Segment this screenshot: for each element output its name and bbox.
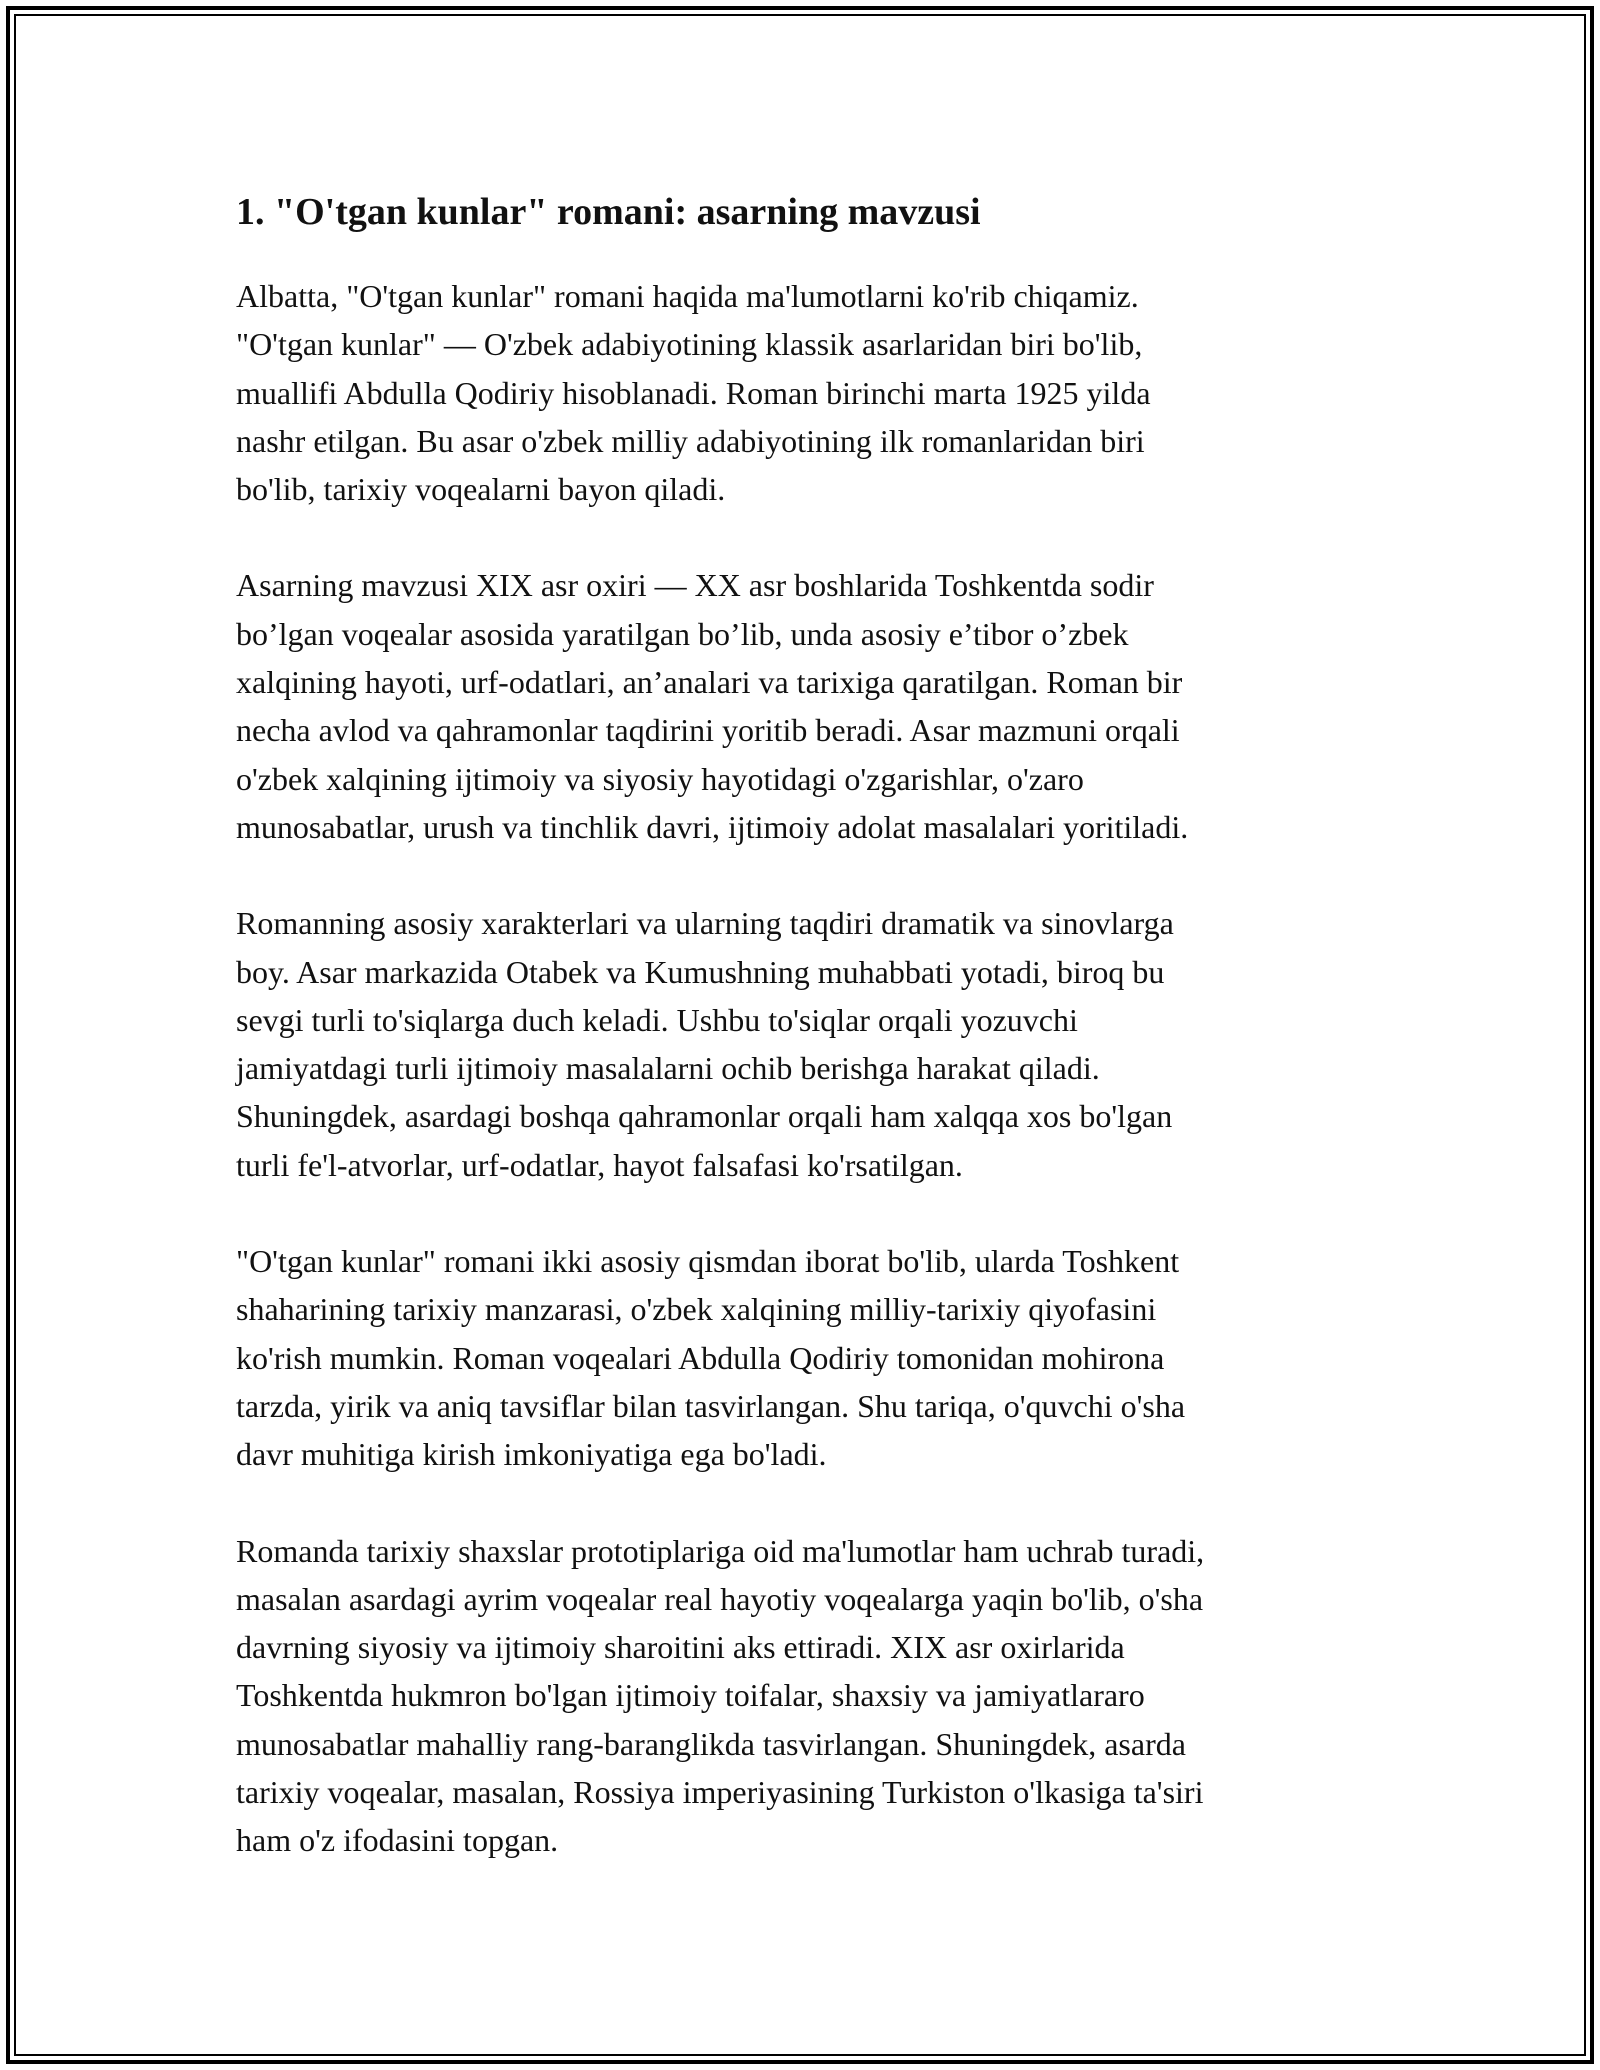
paragraph-characters: Romanning asosiy xarakterlari va ularning taqdiri dramatik va sinovlarga boy. Asar markazida Otabek va Kumushning muhabbati yotadi, biroq bu sevgi turli to'siqlarga duch keladi. Ushbu to'siqlar orqali yozuvchi jamiyatdagi turli ijtimoiy masalalarni ochib berishga harakat qiladi. Shuningdek, asardagi boshqa qahramonlar orqali ham xalqqa xos bo'lgan turli fe'l-atvorlar, urf-odatlar, hayot falsafasi ko'rsatilgan.: [236, 905, 1174, 1183]
document-body: [236, 186, 1376, 1913]
paragraph-historical-figures: Romanda tarixiy shaxslar prototiplariga oid ma'lumotlar ham uchrab turadi, masalan asardagi ayrim voqealar real hayotiy voqealarga yaqin bo'lib, o'sha davrning siyosiy va ijtimoiy sharoitini aks ettiradi. XIX asr oxirlarida Toshkentda hukmron bo'lgan ijtimoiy toifalar, shaxsiy va jamiyatlararo munosabatlar mahalliy rang-baranglikda tasvirlangan. Shuningdek, asarda tarixiy voqealar, masalan, Rossiya imperiyasining Turkiston o'lkasiga ta'siri ham o'z ifodasini topgan.: [236, 1532, 1205, 1859]
paragraph-theme: Asarning mavzusi XIX asr oxiri — XX asr boshlarida Toshkentda sodir bo’lgan voqealar asosida yaratilgan bo’lib, unda asosiy e’tibor o’zbek xalqining hayoti, urf-odatlari, an’analari va tarixiga qaratilgan. Roman bir necha avlod va qahramonlar taqdirini yoritib beradi. Asar mazmuni orqali o'zbek xalqining ijtimoiy va siyosiy hayotidagi o'zgarishlar, o'zaro munosabatlar, urush va tinchlik davri, ijtimoiy adolat masalalari yoritiladi.: [236, 567, 1189, 845]
paragraph-structure: "O'tgan kunlar" romani ikki asosiy qismdan iborat bo'lib, ularda Toshkent shaharining tarixiy manzarasi, o'zbek xalqining milliy-tarixiy qiyofasini ko'rish mumkin. Roman voqealari Abdulla Qodiriy tomonidan mohirona tarzda, yirik va aniq tavsiflar bilan tasvirlangan. Shu tariqa, o'quvchi o'sha davr muhitiga kirish imkoniyatiga ega bo'ladi.: [236, 1243, 1186, 1473]
section-title: 1. "O'tgan kunlar" romani: asarning mavzusi: [236, 191, 981, 233]
paragraph-intro: Albatta, "O'tgan kunlar" romani haqida ma'lumotlarni ko'rib chiqamiz. "O'tgan kunlar" — O'zbek adabiyotining klassik asarlaridan biri bo'lib, muallifi Abdulla Qodiriy hisoblanadi. Roman birinchi marta 1925 yilda nashr etilgan. Bu asar o'zbek milliy adabiyotining ilk romanlaridan biri bo'lib, tarixiy voqealarni bayon qiladi.: [236, 278, 1151, 508]
